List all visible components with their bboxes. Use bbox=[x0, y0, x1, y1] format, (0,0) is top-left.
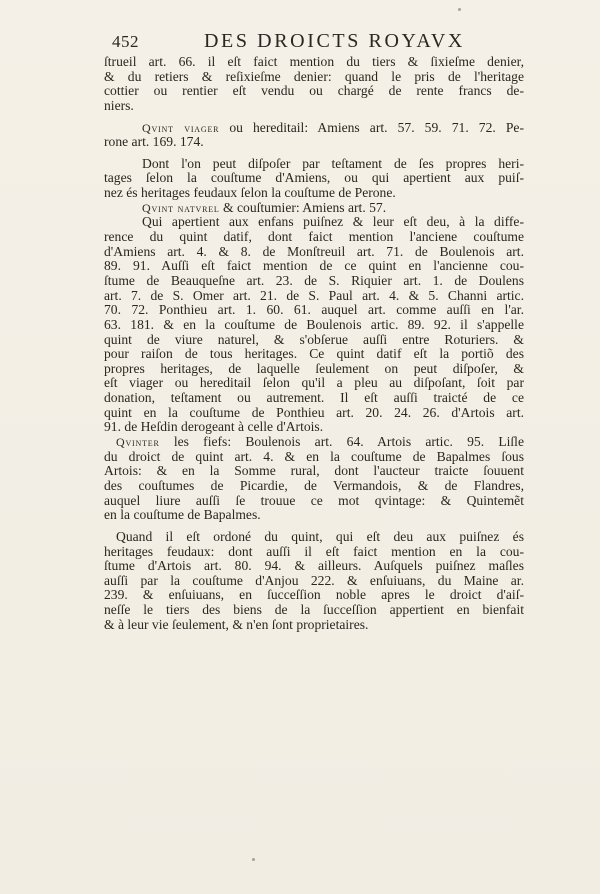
text-run: ou hereditail: Amiens art. 57. 59. 71. 72. Pe- bbox=[219, 119, 524, 135]
text-line: Quand il eſt ordoné du quint, qui eſt deu aux puiſnez és bbox=[116, 528, 524, 544]
text-line: auquel liure auſſi ſe trouue ce mot qvintage: & Quintemẽt bbox=[104, 492, 524, 508]
running-title: DES DROICTS ROYAVX bbox=[204, 30, 465, 52]
text-line: quint de viure naturel, & s'obſerue auſſi entre Roturiers. & bbox=[104, 331, 524, 347]
entry-term: Qvint natvrel bbox=[142, 200, 220, 215]
text-line: cottier ou rentier eſt vendu ou chargé de rente francs de- bbox=[104, 83, 524, 99]
entry-heading-line bbox=[104, 121, 524, 136]
text-line: Dont l'on peut diſpoſer par teſtament de ſes propres heri- bbox=[142, 155, 524, 171]
text-line: 89. 91. Auſſi eſt faict mention de ce quint en l'ancienne cou- bbox=[104, 258, 524, 274]
text-line: donation, teſtament ou autrement. Il eſt auſſi traicté de ce bbox=[104, 390, 524, 406]
text-line: en la couſtume de Bapalmes. bbox=[104, 507, 261, 523]
text-line: eſt viager ou hereditail ſelon qu'il a pleu au diſpoſant, ſoit par bbox=[104, 375, 524, 391]
text-run: les fiefs: Boulenois art. 64. Artois artic. 95. Liſle bbox=[159, 434, 524, 450]
text-line: auſſi par la couſtume d'Anjou 222. & enſuiuans, du Maine ar. bbox=[104, 572, 524, 588]
text-line: neſſe le tiers des biens de la ſucceſſion appertient en bienfait bbox=[104, 602, 524, 618]
text-line: art. 7. de S. Omer art. 21. de S. Paul art. 4. & 5. Channi artic. bbox=[104, 287, 524, 303]
text-line: propres heritages, de laquelle ſeulement on peut diſpoſer, & bbox=[104, 360, 524, 376]
text-line: 91. de Heſdin derogeant à celle d'Artois. bbox=[104, 419, 324, 435]
text-line: ſtrueil art. 66. il eſt faict mention du tiers & ſixieſme denier, bbox=[104, 54, 524, 69]
text-line: quint en la couſtume de Ponthieu art. 20. 24. 26. d'Artois art. bbox=[104, 404, 524, 420]
entry-term: Qvint viager bbox=[142, 120, 220, 135]
page-header bbox=[112, 30, 492, 54]
text-line: & du retiers & reſixieſme denier: quand le pris de l'heritage bbox=[104, 68, 524, 84]
entry-heading-line bbox=[104, 201, 524, 216]
text-line: Artois: & en la Somme rural, dont l'aucteur traicte ſouuent bbox=[104, 463, 524, 479]
text-line: niers. bbox=[104, 97, 134, 113]
text-line: pour raiſon de tous heritages. Ce quint datif eſt la portiõ des bbox=[104, 346, 524, 362]
text-line: ſtume de Beauqueſne art. 23. de S. Riquier art. 1. de Doulens bbox=[104, 272, 524, 288]
text-line: d'Amiens art. 4. & 8. de Monſtreuil art. 71. de Boulenois art. bbox=[104, 243, 524, 259]
text-run: & couſtumier: Amiens art. 57. bbox=[219, 199, 387, 215]
text-line: rone art. 169. 174. bbox=[104, 134, 204, 150]
text-line: nez és heritages feudaux ſelon la couſtume de Perone. bbox=[104, 185, 396, 201]
entry-heading-line bbox=[104, 435, 524, 450]
entry-term: Qvinter bbox=[116, 435, 160, 450]
text-line: ſtume d'Artois art. 80. 94. & ailleurs. Auſquels puiſnez maſles bbox=[104, 558, 524, 574]
text-line: heritages feudaux: dont auſſi il eſt faict mention en la cou- bbox=[104, 543, 524, 559]
page-number: 452 bbox=[112, 32, 139, 51]
text-line: & à leur vie ſeulement, & n'en ſont proprietaires. bbox=[104, 616, 369, 632]
paper-speck bbox=[252, 858, 255, 861]
text-line: Qui apertient aux enfans puiſnez & leur eſt deu, à la diffe- bbox=[142, 214, 524, 230]
body-text bbox=[104, 55, 524, 632]
text-line: 70. 72. Ponthieu art. 1. 60. 61. auquel art. comme auſſi en l'ar. bbox=[104, 302, 524, 318]
text-line: 239. & enſuiuans, en ſucceſſion noble apres le droict d'aiſ- bbox=[104, 587, 524, 603]
text-line: tages ſelon la couſtume d'Amiens, ou qui apertient aux puiſ- bbox=[104, 170, 524, 186]
paper-speck bbox=[458, 8, 461, 11]
text-line: du droict de quint art. 4. & en la couſtume de Bapalmes ſous bbox=[104, 448, 524, 464]
text-line: des couſtumes de Picardie, de Vermandois, & de Flandres, bbox=[104, 477, 524, 493]
text-line: rence du quint datif, dont faict mention l'anciene couſtume bbox=[104, 229, 524, 245]
text-line: 63. 181. & en la couſtume de Boulenois artic. 89. 92. il s'appelle bbox=[104, 316, 524, 332]
